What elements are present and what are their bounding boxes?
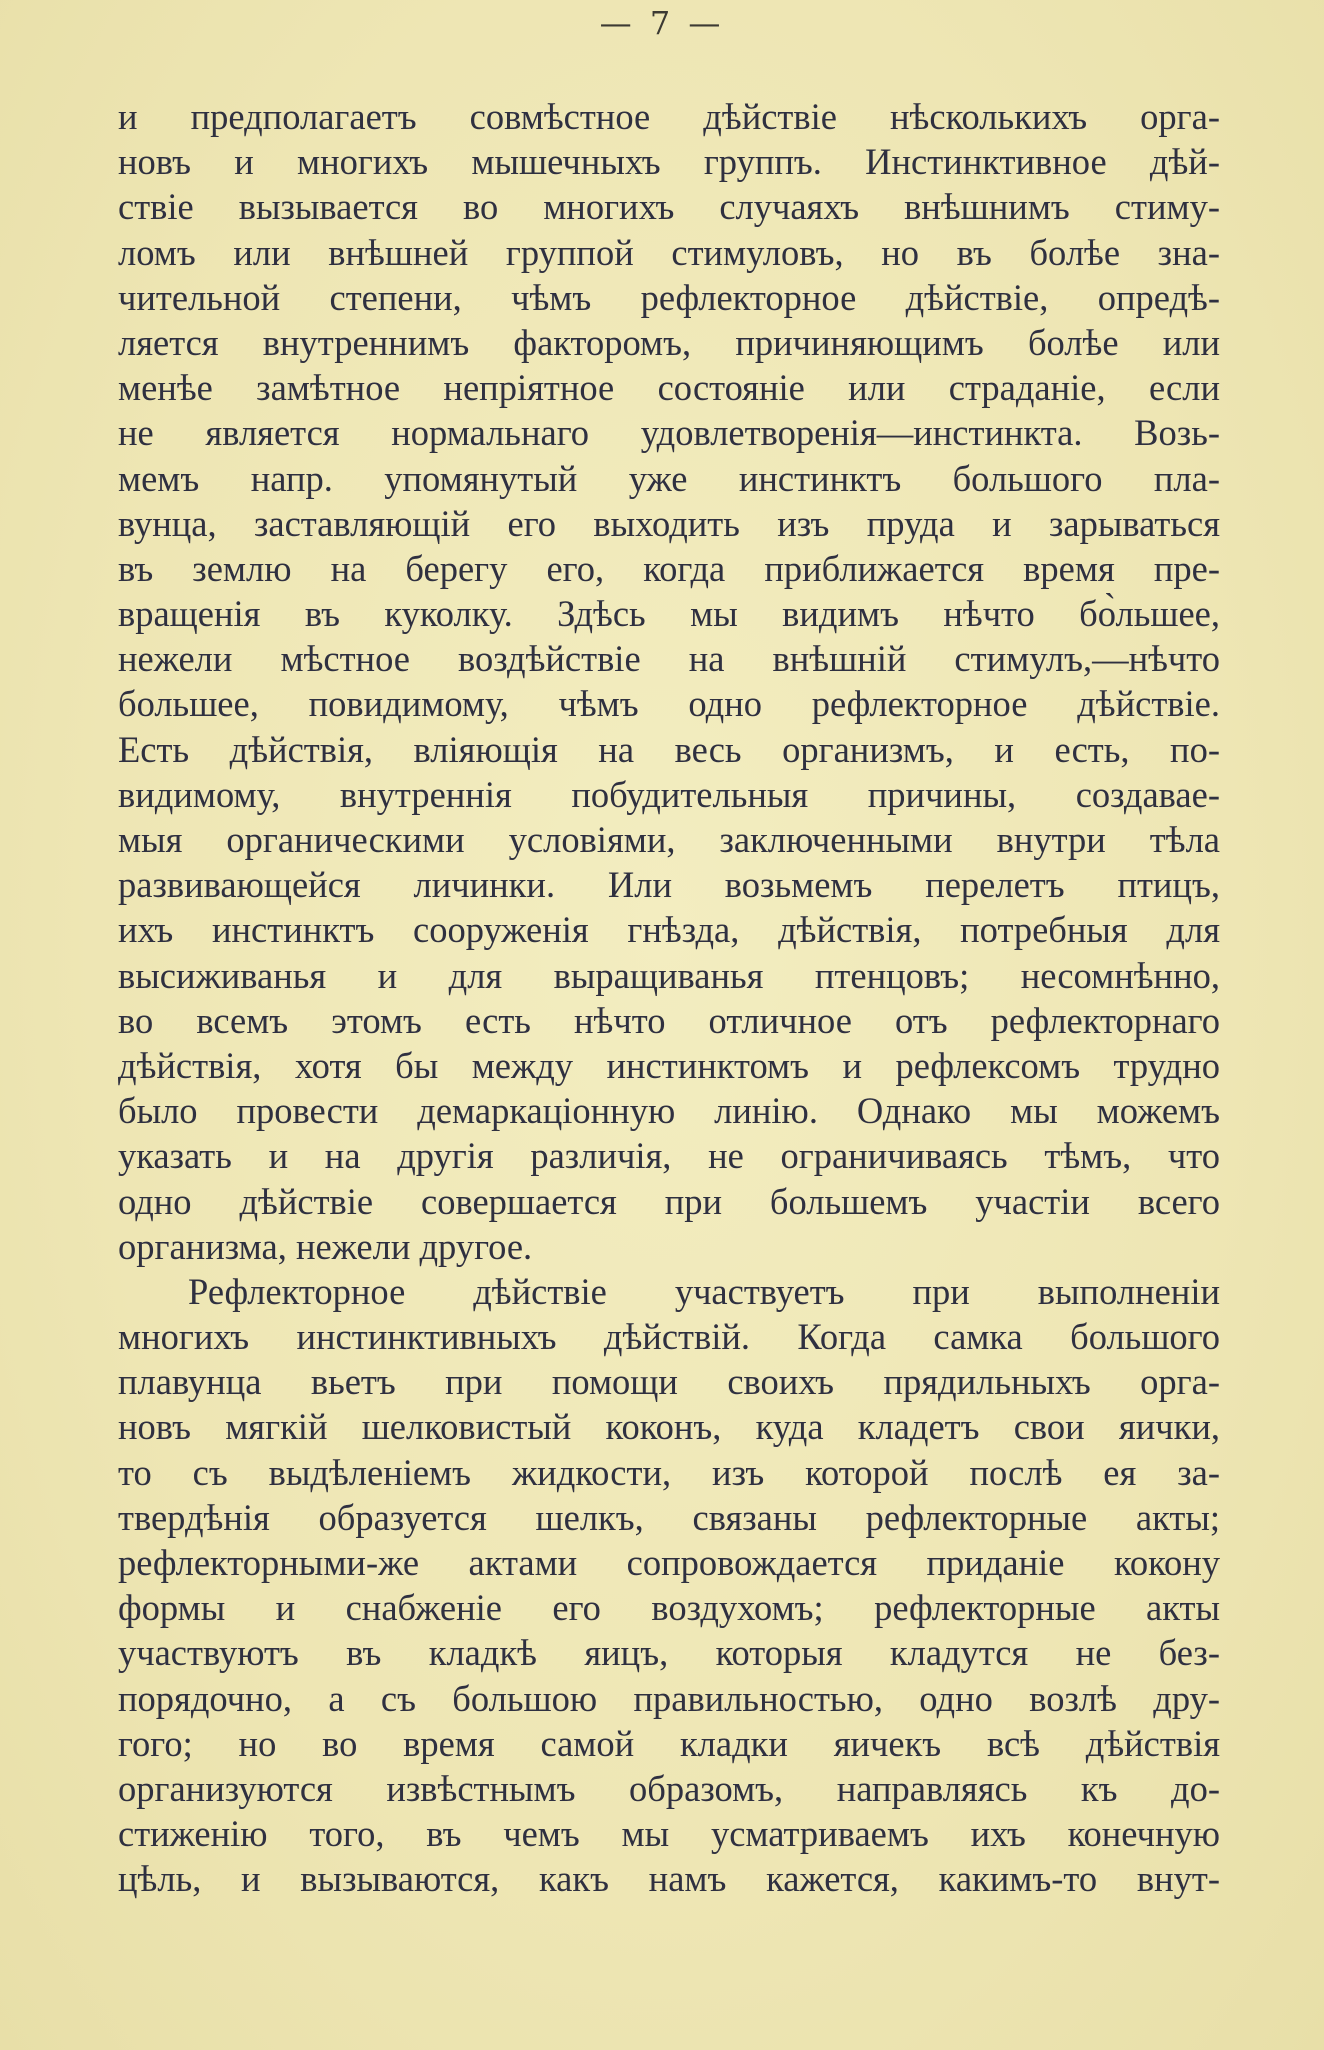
text-line: цѣль, и вызываются, какъ намъ кажется, какимъ-то внут- (118, 1858, 1220, 1900)
text-line: одно дѣйствіе совершается при большемъ участіи всего (118, 1180, 1220, 1222)
text-line: дѣйствія, хотя бы между инстинктомъ и рефлексомъ трудно (118, 1044, 1220, 1086)
text-line: было провести демаркаціонную линію. Однако мы можемъ (118, 1090, 1220, 1132)
text-line: порядочно, а съ большою правильностью, одно возлѣ дру- (118, 1677, 1220, 1719)
text-line: ляется внутреннимъ факторомъ, причиняющимъ болѣе или (118, 321, 1220, 363)
text-line: менѣе замѣтное непріятное состояніе или страданіе, если (118, 367, 1220, 409)
text-line: гого; но во время самой кладки яичекъ всѣ дѣйствія (118, 1722, 1220, 1764)
body-text (118, 94, 1220, 1902)
text-line: рефлекторными-же актами сопровождается приданіе кокону (118, 1542, 1220, 1583)
text-line: вращенія въ куколку. Здѣсь мы видимъ нѣчто бо̀льшее, (118, 593, 1220, 635)
text-line: видимому, внутреннія побудительныя причины, создавае- (118, 773, 1220, 815)
text-line: Есть дѣйствія, вліяющія на весь организмъ, и есть, по- (118, 728, 1220, 770)
text-line: ствіе вызывается во многихъ случаяхъ внѣшнимъ стиму- (118, 186, 1220, 228)
text-line: ихъ инстинктъ сооруженія гнѣзда, дѣйствія, потребныя для (118, 909, 1220, 951)
text-line: вунца, заставляющій его выходить изъ пруда и зарываться (118, 502, 1220, 544)
text-line: высиживанья и для выращиванья птенцовъ; несомнѣнно, (118, 954, 1220, 996)
text-line: мыя органическими условіями, заключенными внутри тѣла (118, 819, 1220, 860)
text-line: въ землю на берегу его, когда приближается время пре- (118, 547, 1220, 589)
page-number: — 7 — (599, 4, 725, 42)
text-line: твердѣнія образуется шелкъ, связаны рефлекторные акты; (118, 1496, 1220, 1538)
text-line: нежели мѣстное воздѣйствіе на внѣшній стимулъ,—нѣчто (118, 638, 1220, 680)
text-line: то съ выдѣленіемъ жидкости, изъ которой послѣ ея за- (118, 1451, 1220, 1493)
text-line: развивающейся личинки. Или возьмемъ перелетъ птицъ, (118, 864, 1220, 906)
text-line: формы и снабженіе его воздухомъ; рефлекторные акты (118, 1587, 1220, 1629)
text-line: чительной степени, чѣмъ рефлекторное дѣйствіе, опредѣ- (118, 276, 1220, 318)
text-line: участвуютъ въ кладкѣ яицъ, которыя кладутся не без- (118, 1632, 1220, 1674)
text-line: не является нормальнаго удовлетворенія—инстинкта. Возь- (118, 412, 1220, 454)
text-line: ломъ или внѣшней группой стимуловъ, но въ болѣе зна- (118, 231, 1220, 273)
text-line: большее, повидимому, чѣмъ одно рефлекторное дѣйствіе. (118, 683, 1220, 725)
text-line: новъ и многихъ мышечныхъ группъ. Инстинктивное дѣй- (118, 141, 1220, 183)
text-line: указать и на другія различія, не ограничиваясь тѣмъ, что (118, 1135, 1220, 1177)
text-line: организуются извѣстнымъ образомъ, направляясь къ до- (118, 1767, 1220, 1809)
text-line: во всемъ этомъ есть нѣчто отличное отъ рефлекторнаго (118, 999, 1220, 1041)
text-line: новъ мягкій шелковистый коконъ, куда кладетъ свои яички, (118, 1406, 1220, 1448)
text-line: и предполагаетъ совмѣстное дѣйствіе нѣсколькихъ орга- (118, 96, 1220, 137)
text-line: мемъ напр. упомянутый уже инстинктъ большого пла- (118, 457, 1220, 499)
text-line: стиженію того, въ чемъ мы усматриваемъ ихъ конечную (118, 1813, 1220, 1855)
text-line: плавунца вьетъ при помощи своихъ прядильныхъ орга- (118, 1361, 1220, 1403)
text-line: организма, нежели другое. (118, 1225, 533, 1267)
text-line: Рефлекторное дѣйствіе участвуетъ при выполненіи (188, 1270, 1220, 1312)
text-line: многихъ инстинктивныхъ дѣйствій. Когда самка большого (118, 1316, 1220, 1358)
